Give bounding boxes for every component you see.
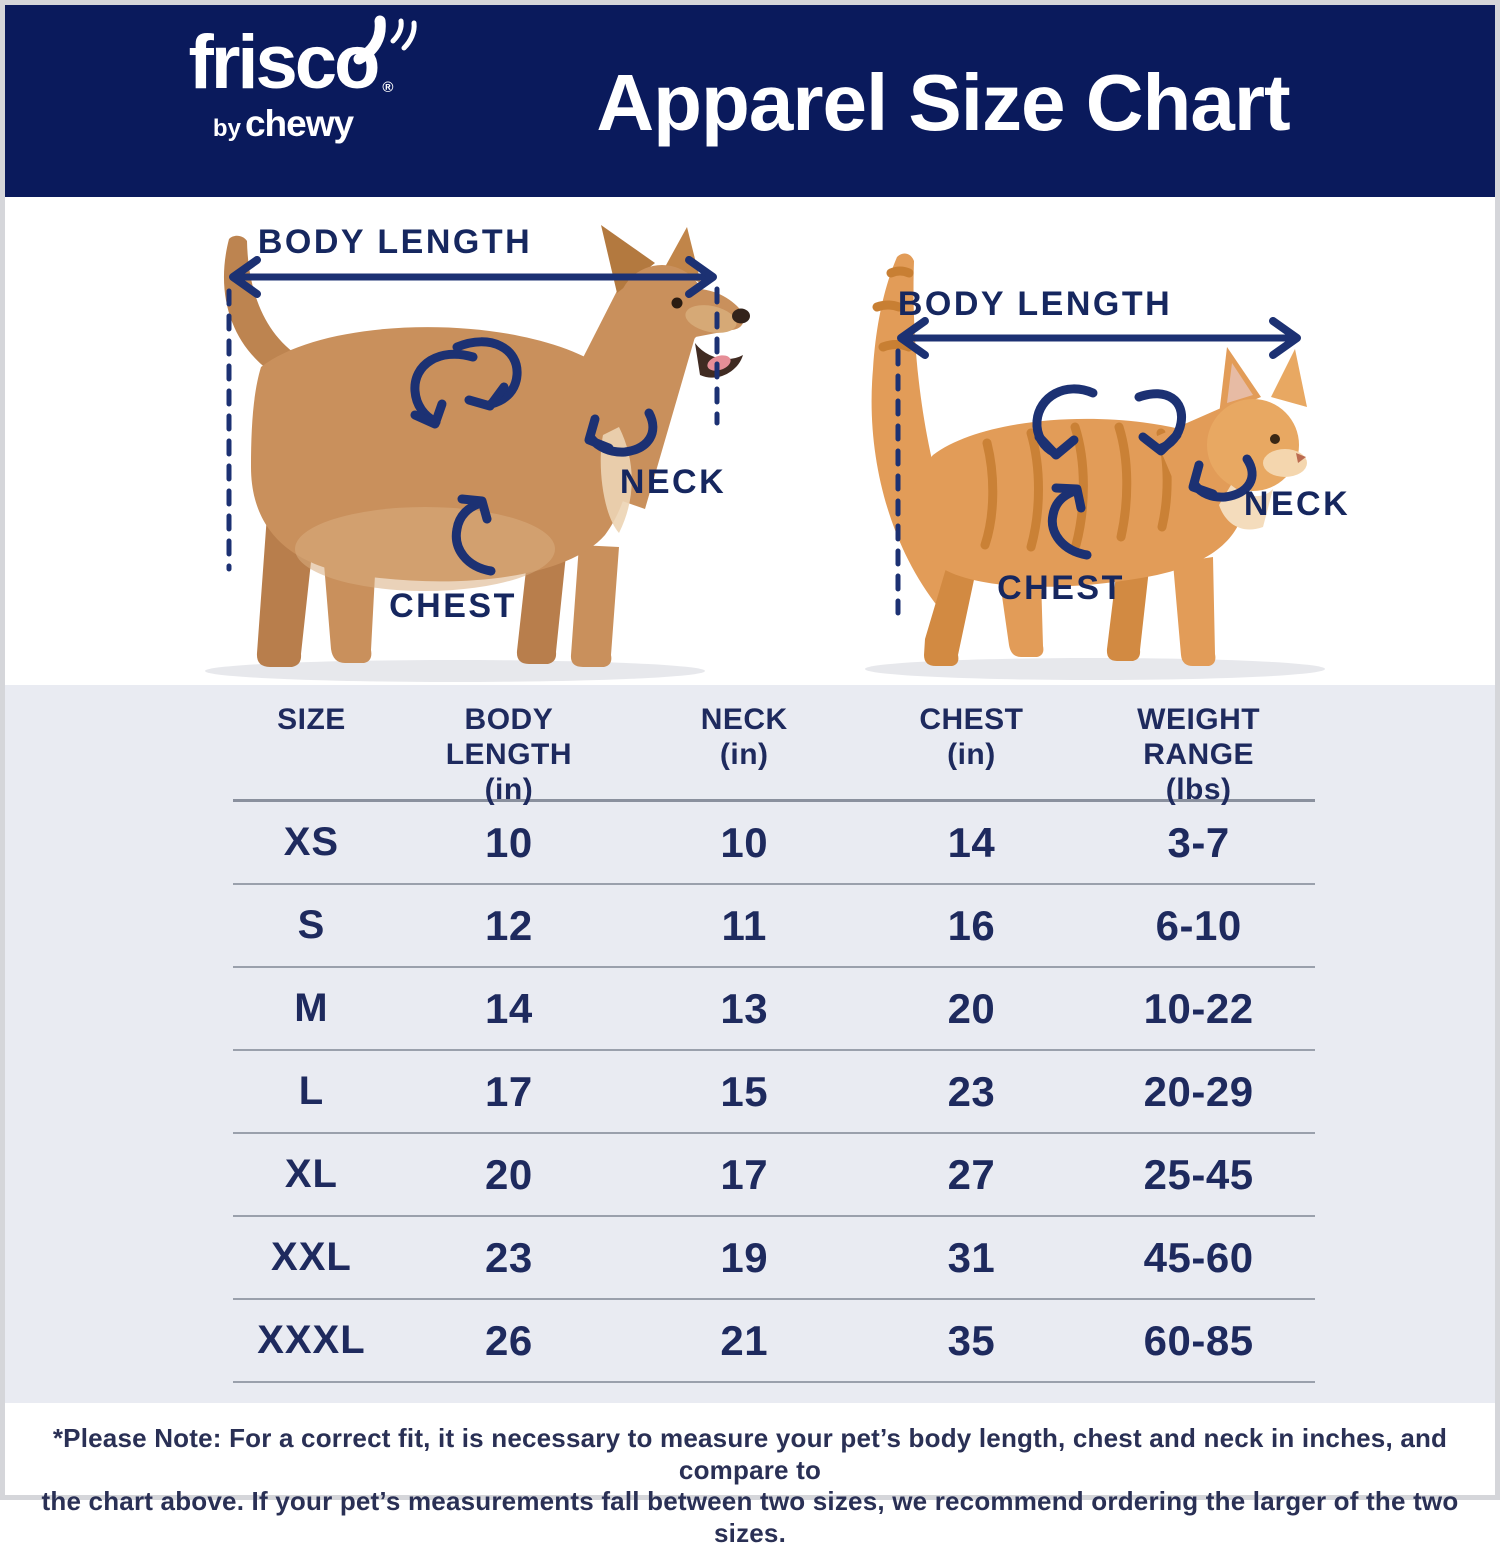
byline-brand: chewy [244,103,354,144]
cell-size: S [297,903,326,947]
table-row-l [233,1051,1315,1134]
dog-chest-label: CHEST [389,587,517,625]
dog-neck-label: NECK [619,463,727,501]
cell-weight-range: 45-60 [1143,1233,1254,1281]
footnote-line-2: the chart above. If your pet’s measurements fall between two sizes, we recommend ordering the larger of the two sizes. [41,1486,1459,1549]
cell-body-length: 26 [485,1316,533,1364]
brand-logo [168,20,398,145]
table-header-row [233,695,1315,806]
cell-weight-range: 20-29 [1143,1067,1254,1115]
table-row-xl [233,1134,1315,1217]
cell-neck: 21 [720,1316,769,1364]
cell-body-length: 20 [485,1150,533,1198]
cell-size: XL [284,1152,338,1196]
column-header-chest: CHEST (in) [919,703,1024,771]
table-row-xxxl [233,1300,1315,1383]
cell-neck: 15 [720,1067,769,1115]
table-row-m [233,968,1315,1051]
column-header-body-length: BODY LENGTH (in) [445,703,573,806]
cell-body-length: 10 [485,818,533,866]
table-row-xs [233,802,1315,885]
byline-prefix: by [212,115,241,142]
cell-size: XXXL [257,1318,366,1362]
footnote-line-1: *Please Note: For a correct fit, it is necessary to measure your pet’s body length, chest and neck in inches, and compare to [52,1423,1448,1485]
cell-weight-range: 6-10 [1155,901,1242,949]
cell-neck: 10 [720,818,769,866]
cell-neck: 17 [720,1150,769,1198]
cell-size: L [298,1069,325,1113]
column-header-size: SIZE [277,703,346,736]
cell-weight-range: 10-22 [1143,984,1254,1032]
tail-flick-icon [353,11,417,67]
dog-body-length-label: BODY LENGTH [257,223,533,261]
cell-size: XXL [271,1235,352,1279]
cell-weight-range: 60-85 [1143,1316,1254,1364]
cell-body-length: 14 [485,984,533,1032]
cell-body-length: 17 [485,1067,533,1115]
registered-mark: ® [382,79,394,96]
cat-chest-label: CHEST [997,569,1125,607]
cell-size: XS [283,820,340,864]
cell-chest: 16 [947,901,996,949]
cell-chest: 27 [947,1150,996,1198]
cell-weight-range: 25-45 [1143,1150,1254,1198]
cat-body-length-label: BODY LENGTH [897,285,1173,323]
column-header-weight-range: WEIGHT RANGE (lbs) [1137,703,1261,806]
cell-chest: 31 [947,1233,996,1281]
cell-weight-range: 3-7 [1167,818,1230,866]
cell-body-length: 23 [485,1233,533,1281]
page-title: Apparel Size Chart [596,58,1290,147]
brand-wordmark: frisco [188,20,378,105]
cell-chest: 20 [947,984,996,1032]
size-table [233,695,1315,1383]
cell-size: M [294,986,329,1030]
measurement-diagram [5,197,1495,685]
cell-body-length: 12 [485,901,533,949]
column-header-neck: NECK (in) [700,703,788,771]
cell-chest: 35 [947,1316,996,1364]
cat-neck-label: NECK [1243,485,1351,523]
cell-neck: 11 [721,901,767,949]
byline [168,103,398,145]
cell-neck: 19 [720,1233,769,1281]
table-row-xxl [233,1217,1315,1300]
cell-chest: 23 [947,1067,996,1115]
table-row-s [233,885,1315,968]
size-table-section [5,685,1495,1403]
footnote [5,1403,1495,1549]
cell-chest: 14 [947,818,996,866]
cell-neck: 13 [720,984,769,1032]
header-banner [5,5,1495,197]
